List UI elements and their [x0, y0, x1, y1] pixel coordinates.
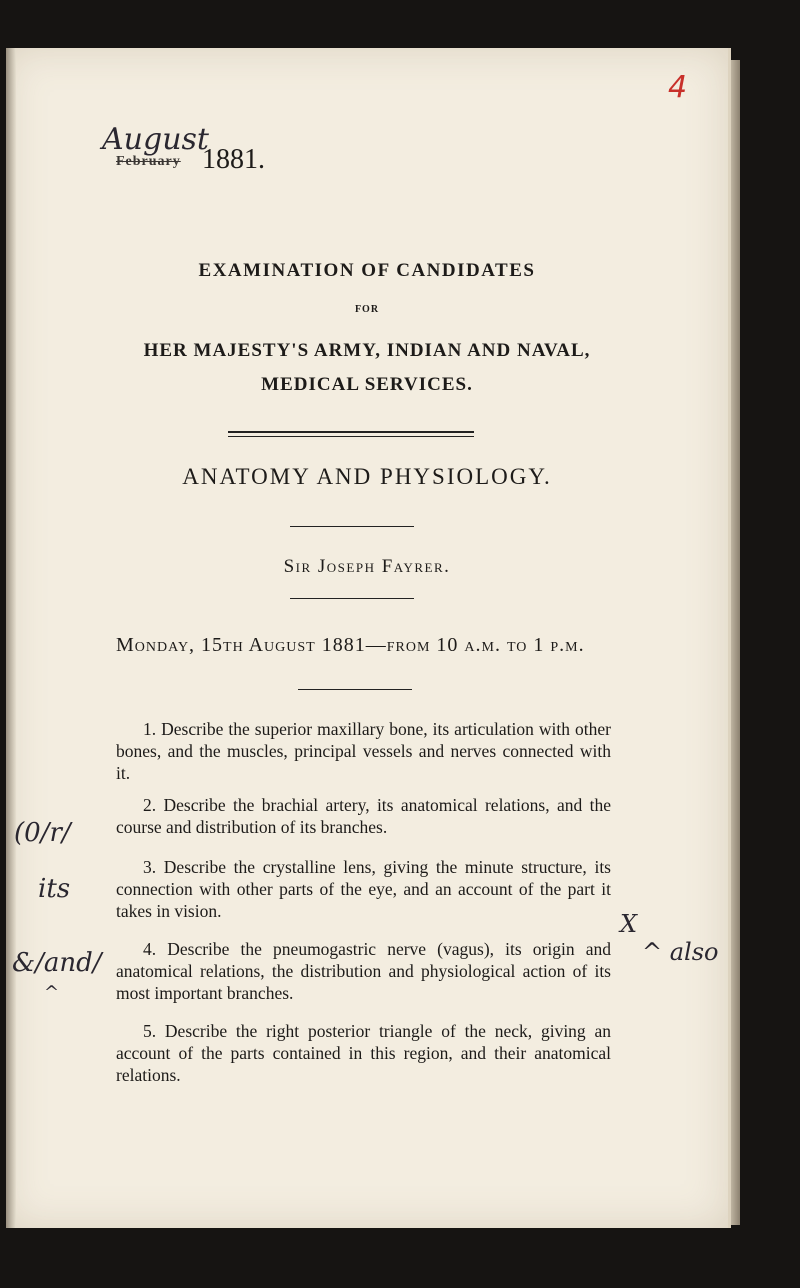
services-line-1: HER MAJESTY'S ARMY, INDIAN AND NAVAL, [143, 340, 591, 361]
question-text: 2. Describe the brachial artery, its anatomical relations, and the course and distribution of its branches. [116, 795, 611, 837]
examiner-name: Sir Joseph Fayrer. [283, 556, 451, 577]
year-label: 1881. [202, 144, 265, 175]
question-text: 1. Describe the superior maxillary bone, its articulation with other bones, and the muscles, principal vessels and nerves connected with it. [116, 719, 611, 783]
question-text: 3. Describe the crystalline lens, giving the minute structure, its connection with other parts of the eye, and an account of the part it takes in vision. [116, 857, 611, 921]
question-4 [116, 938, 611, 1004]
margin-note-also: ^ also [642, 938, 719, 966]
exam-title: EXAMINATION OF CANDIDATES [198, 260, 536, 281]
question-text: 4. Describe the pneumogastric nerve (vagus), its origin and anatomical relations, the distribution and physiological action of its most important branches. [116, 939, 611, 1003]
exam-subject: ANATOMY AND PHYSIOLOGY. [182, 464, 552, 489]
question-text: 5. Describe the right posterior triangle of the neck, giving an account of the parts contained in this region, and their anatomical relations. [116, 1021, 611, 1085]
question-2 [116, 794, 611, 838]
margin-cross: X [620, 910, 638, 938]
page-spine-shadow [6, 48, 16, 1228]
struck-month: February [116, 154, 181, 169]
page-number-annotation: 4 [668, 70, 688, 105]
double-rule-top [228, 431, 474, 433]
margin-note-3: &/and/ [12, 948, 102, 978]
exam-for: FOR [354, 304, 380, 315]
question-5 [116, 1020, 611, 1086]
margin-caret: ^ [44, 982, 60, 1003]
services-line-2: MEDICAL SERVICES. [261, 374, 473, 395]
divider-3 [298, 689, 412, 690]
double-rule-bottom [228, 436, 474, 437]
divider-2 [290, 598, 414, 599]
question-1 [116, 718, 611, 784]
handwritten-month: August [102, 122, 209, 157]
margin-note-2: its [38, 874, 71, 904]
document-page [6, 48, 731, 1228]
question-3 [116, 856, 611, 922]
exam-date: Monday, 15th August 1881—from 10 a.m. to 1 p.m. [116, 634, 585, 656]
divider-1 [290, 526, 414, 527]
margin-note-1: (0/r/ [14, 818, 71, 848]
